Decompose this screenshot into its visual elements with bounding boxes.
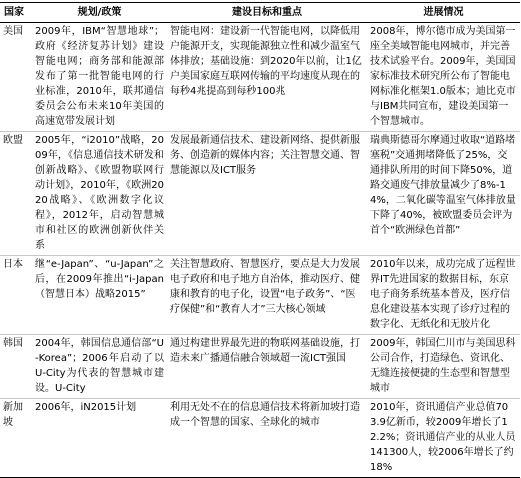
- plan-cell: 2005年，“i2010”战略，2009年，《信息通信技术研发和创新战略》、《欧盟物联网行动计划》，2010年，《欧洲2020战略》、《欧洲数字化议程》，2012年，启动智慧城市和社区的欧洲创新伙伴关系: [32, 132, 167, 256]
- country-cell: 欧盟: [0, 132, 32, 256]
- plan-cell: 2006年，iN2015计划: [32, 399, 167, 478]
- progress-cell: 2010年以来，成功完成了远程世界IT先进国家的数据目标，东京电子商务系统基本普及，医疗信息化建设基本实现了诊疗过程的数字化、无纸化和无胶片化: [367, 256, 520, 335]
- country-cell: 新加坡: [0, 399, 32, 478]
- header-plan: 规划/政策: [32, 3, 167, 23]
- header-country: 国家: [0, 3, 32, 23]
- progress-cell: 瑞典斯德哥尔摩通过收取“道路堵塞税”交通拥堵降低了25%，交通排队所用的时间下降50%，道路交通废气排放量减少了8%-14%，二氧化碳等温室气体排放量下降了40%，被欧盟委员会评为首个“欧洲绿色首都”: [367, 132, 520, 256]
- goals-cell: 通过构建世界最先进的物联网基础设施，打造未来广播通信融合领域超一流ICT强国: [167, 335, 367, 399]
- progress-cell: 2008年，博尔德市成为美国第一座全美域智能电网城市，并完善技术试验平台。2009年，美国国家标准技术研究所公布了智能电网标准化框架1.0版本；迪比克市与IBM共同宣布，建设美国第一个智慧城市。: [367, 23, 520, 132]
- country-cell: 日本: [0, 256, 32, 335]
- header-goals: 建设目标和重点: [167, 3, 367, 23]
- table-row: [0, 132, 520, 256]
- table-row: [0, 256, 520, 335]
- goals-cell: 关注智慧政府、智慧医疗，要点是大力发展电子政府和电子地方自治体，推动医疗、健康和教育的电子化，设置“电子政务”、“医疗保健”和“教育人才”三大核心领域: [167, 256, 367, 335]
- table-row: [0, 335, 520, 399]
- progress-cell: 2009年，韩国仁川市与美国思科公司合作，打造绿色、资讯化、无缝连接便捷的生态型和智慧型城市: [367, 335, 520, 399]
- country-cell: 韩国: [0, 335, 32, 399]
- goals-cell: 智能电网：建设新一代智能电网，以降低用户能源开支，实现能源独立性和减少温室气体排放；基础设施：到2020年以前，让1亿户美国家庭互联网传输的平均速度从现在的每秒4兆提高到每秒100兆: [167, 23, 367, 132]
- goals-cell: 发展最新通信技术、建设新网络、提供新服务、创造新的媒体内容；关注智慧交通、智慧能源以及ICT服务: [167, 132, 367, 256]
- table-row: [0, 23, 520, 132]
- plan-cell: 2004年，韩国信息通信部“U-Korea”；2006年启动了以U-City为代表的智慧城市建设。U-City: [32, 335, 167, 399]
- country-cell: 美国: [0, 23, 32, 132]
- table-row: [0, 399, 520, 478]
- plan-cell: 2009年，IBM“智慧地球”；政府《经济复苏计划》建设智能电网；商务部和能源部发布了第一批智能电网的行业标准，2010年，联邦通信委员会公布未来10年美国的高速宽带发展计划: [32, 23, 167, 132]
- plan-cell: 继“e-Japan”、“u-Japan”之后，在2009年推出“i-Japan（智慧日本）战略2015”: [32, 256, 167, 335]
- goals-cell: 利用无处不在的信息通信技术将新加坡打造成一个智慧的国家、全球化的城市: [167, 399, 367, 478]
- header-progress: 进展情况: [367, 3, 520, 23]
- header-row: [0, 3, 520, 23]
- smart-city-comparison-table: [0, 2, 520, 478]
- progress-cell: 2010年，资讯通信产业总值703.9亿新币，较2009年增长了12.2%；资讯通信产业的从业人员141300人，较2006年增长了约18%: [367, 399, 520, 478]
